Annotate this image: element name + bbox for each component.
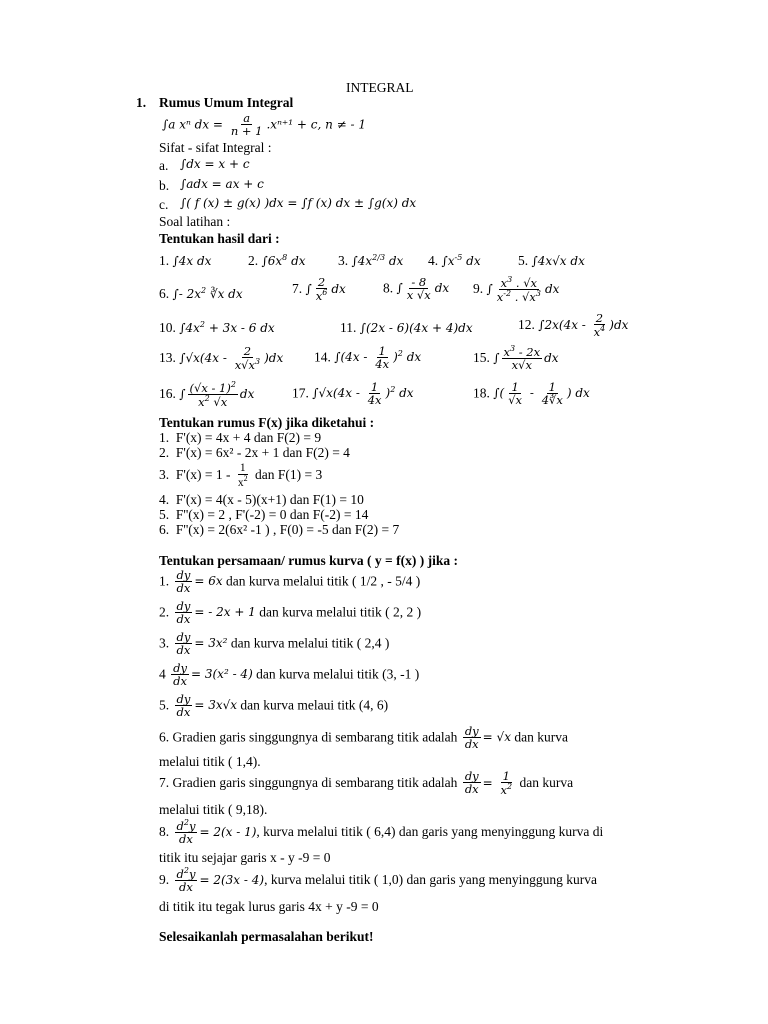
task1-item-16: 16. ∫ $\frac{(√x - 1)^2}{x^2 √x}$ dx xyxy=(159,380,255,409)
task2-item-6: 6. F''(x) = 2(6x² -1 ) , F(0) = -5 dan F(2) = 7 xyxy=(159,522,400,537)
task2-item-2: 2. F'(x) = 6x² - 2x + 1 dan F(2) = 4 xyxy=(159,445,350,460)
task3-item-3: 3. $\frac{dy}{dx}$ = 3x² dan kurva melalui titik ( 2,4 ) xyxy=(159,630,390,658)
task3-item-6-cont: melalui titik ( 1,4). xyxy=(159,754,261,769)
task2-item-5: 5. F''(x) = 2 , F'(-2) = 0 dan F(-2) = 14 xyxy=(159,507,369,522)
task3-heading: Tentukan persamaan/ rumus kurva ( y = f(x) ) jika : xyxy=(159,553,458,568)
property-c-label: c. xyxy=(159,197,169,212)
task1-item-3: 3. $\int 4x^{2/3}$ dx xyxy=(338,253,404,268)
general-formula: ∫a xⁿ dx = $\frac{a}{n + 1}$ .xⁿ⁺¹ + c, n ≠ - 1 xyxy=(162,111,367,139)
section-heading: Rumus Umum Integral xyxy=(159,95,294,110)
task1-item-1: 1. ∫4x dx xyxy=(159,253,212,268)
section-number: 1. xyxy=(136,95,147,110)
property-c-formula: ∫( f (x) ± g(x) )dx = ∫f (x) dx ± ∫g(x) dx xyxy=(180,196,417,210)
task1-item-13: 13. ∫√x(4x - $\frac{2}{x√x^3}$ )dx xyxy=(159,344,284,372)
task2-item-4: 4. F'(x) = 4(x - 5)(x+1) dan F(1) = 10 xyxy=(159,492,364,507)
task3-item-7: 7. Gradien garis singgungnya di sembarang titik adalah $\frac{dy}{dx}$ = $\frac{1}{x^2}$ dan kurva xyxy=(159,769,574,797)
property-b-formula: ∫adx = ax + c xyxy=(180,177,264,191)
task1-item-12: 12. ∫2x(4x - $\frac{2}{x^4}$ )dx xyxy=(518,311,629,339)
task1-item-5: 5. ∫4x√x dx xyxy=(518,253,585,268)
page-title: INTEGRAL xyxy=(346,80,414,95)
task3-item-6: 6. Gradien garis singgungnya di sembarang titik adalah $\frac{dy}{dx}$ = √x dan kurva xyxy=(159,724,568,752)
property-b-label: b. xyxy=(159,178,170,193)
task1-item-17: 17. ∫√x(4x - $\frac{1}{4x}$ )$^2$ dx xyxy=(292,380,414,408)
property-a-label: a. xyxy=(159,158,169,173)
task1-item-9: 9. ∫ $\frac{x^3 . √x}{x^{-2} . √x^3}$ dx xyxy=(473,275,560,304)
task1-item-18: 18. ∫( $\frac{1}{√x}$ - $\frac{1}{4∛x}$ ) dx xyxy=(473,380,590,408)
task1-item-6: 6. ∫- $2x^2$ ∛x dx xyxy=(159,286,243,301)
task3-item-7-cont: melalui titik ( 9,18). xyxy=(159,802,268,817)
task1-item-15: 15. ∫ $\frac{x^3 - 2x}{x√x}$ dx xyxy=(473,344,559,372)
task3-item-9: 9. $\frac{d^2y}{dx}$ = 2(3x - 4), kurva melalui titik ( 1,0) dan garis yang menyinggung kurva xyxy=(159,866,597,894)
task1-item-4: 4. $\int x^{-5}$ dx xyxy=(428,253,481,268)
task3-item-1: 1. $\frac{dy}{dx}$ = 6x dan kurva melalui titik ( 1/2 , - 5/4 ) xyxy=(159,568,421,596)
task1-item-11: 11. ∫(2x - 6)(4x + 4)dx xyxy=(340,320,473,335)
task2-item-1: 1. F'(x) = 4x + 4 dan F(2) = 9 xyxy=(159,430,322,445)
task1-item-7: 7. ∫ $\frac{2}{x^6}$ dx xyxy=(292,275,346,303)
task3-item-5: 5. $\frac{dy}{dx}$ = 3x√x dan kurva melaui titk (4, 6) xyxy=(159,692,389,720)
practice-heading: Soal latihan : xyxy=(159,214,231,229)
task1-item-14: 14. ∫(4x - $\frac{1}{4x}$ )$^2$ dx xyxy=(314,344,422,372)
property-a-formula: ∫dx = x + c xyxy=(180,157,250,171)
task2-heading: Tentukan rumus F(x) jika diketahui : xyxy=(159,415,375,430)
task1-item-10: 10. $\int 4x^2 + 3x - 6$ dx xyxy=(159,320,275,335)
properties-heading: Sifat - sifat Integral : xyxy=(159,140,272,155)
task1-heading: Tentukan hasil dari : xyxy=(159,231,280,246)
task3-item-8-cont: titik itu sejajar garis x - y -9 = 0 xyxy=(159,850,331,865)
task3-item-4: 4 $\frac{dy}{dx}$ = 3(x² - 4) dan kurva melalui titik (3, -1 ) xyxy=(159,661,420,689)
task3-item-9-cont: di titik itu tegak lurus garis 4x + y -9 = 0 xyxy=(159,899,379,914)
task1-item-2: 2. $\int 6x^8$ dx xyxy=(248,253,306,268)
task3-item-2: 2. $\frac{dy}{dx}$ = - 2x + 1 dan kurva melalui titik ( 2, 2 ) xyxy=(159,599,422,627)
closing-instruction: Selesaikanlah permasalahan berikut! xyxy=(159,929,374,944)
task2-item-3: 3. F'(x) = 1 - $\frac{1}{x^2}$ dan F(1) = 3 xyxy=(159,462,323,489)
task1-item-8: 8. ∫ $\frac{- 8}{x √x}$ dx xyxy=(383,275,450,303)
task3-item-8: 8. $\frac{d^2y}{dx}$ = 2(x - 1), kurva melalui titik ( 6,4) dan garis yang menyinggung kurva di xyxy=(159,818,604,846)
